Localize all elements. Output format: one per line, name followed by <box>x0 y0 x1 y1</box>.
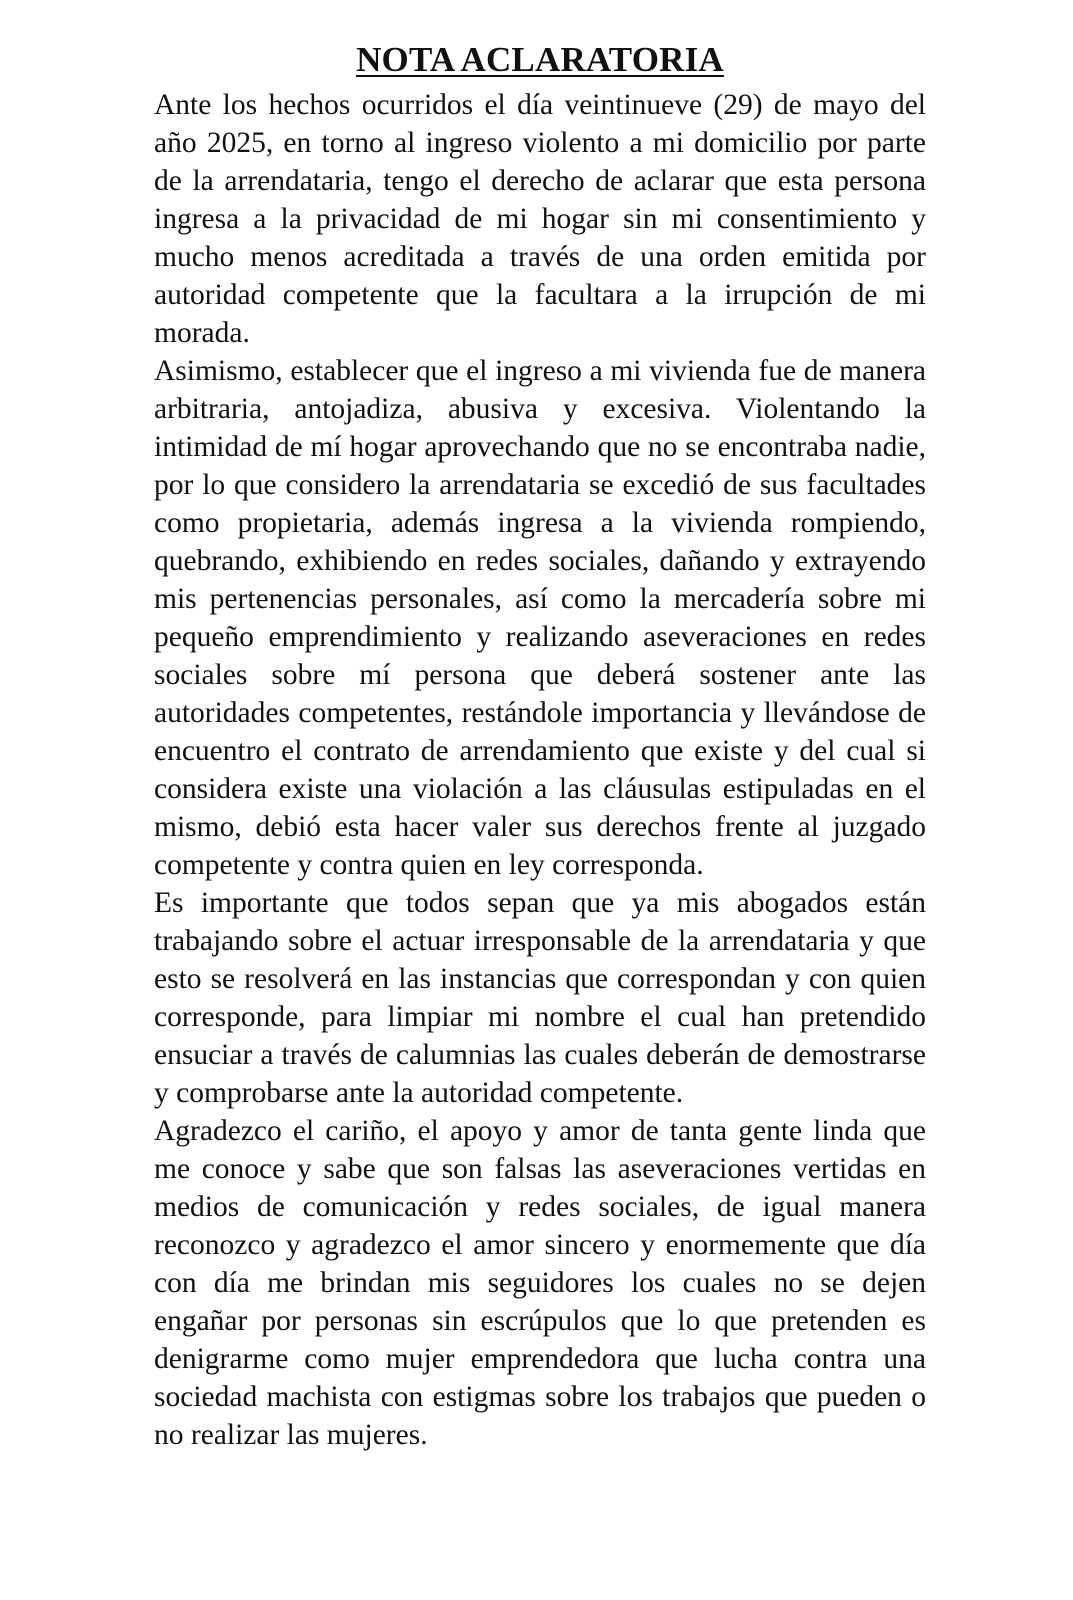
document-title: NOTA ACLARATORIA <box>356 40 724 79</box>
paragraph-2: Asimismo, establecer que el ingreso a mi vivienda fue de manera arbitraria, antojadiza, abusiva y excesiva. Violentando la intimidad de mí hogar aprovechando que no se encontraba nadie, por lo que considero la arrendataria se excedió de sus facultades como propietaria, además ingresa a la vivienda rompiendo, quebrando, exhibiendo en redes sociales, dañando y extrayendo mis pertenencias personales, así como la mercadería sobre mi pequeño emprendimiento y realizando aseveraciones en redes sociales sobre mí persona que deberá sostener ante las autoridades competentes, restándole importancia y llevándose de encuentro el contrato de arrendamiento que existe y del cual si considera existe una violación a las cláusulas estipuladas en el mismo, debió esta hacer valer sus derechos frente al juzgado competente y contra quien en ley corresponda. <box>154 355 926 881</box>
paragraph-1: Ante los hechos ocurridos el día veintinueve (29) de mayo del año 2025, en torno al ingreso violento a mi domicilio por parte de la arrendataria, tengo el derecho de aclarar que esta persona ingresa a la privacidad de mi hogar sin mi consentimiento y mucho menos acreditada a través de una orden emitida por autoridad competente que la facultara a la irrupción de mi morada. <box>154 89 926 349</box>
paragraph-4: Agradezco el cariño, el apoyo y amor de tanta gente linda que me conoce y sabe que son falsas las aseveraciones vertidas en medios de comunicación y redes sociales, de igual manera reconozco y agradezco el amor sincero y enormemente que día con día me brindan mis seguidores los cuales no se dejen engañar por personas sin escrúpulos que lo que pretenden es denigrarme como mujer emprendedora que lucha contra una sociedad machista con estigmas sobre los trabajos que pueden o no realizar las mujeres. <box>154 1115 926 1451</box>
document-page <box>154 36 926 1454</box>
paragraph-3: Es importante que todos sepan que ya mis abogados están trabajando sobre el actuar irresponsable de la arrendataria y que esto se resolverá en las instancias que correspondan y con quien corresponde, para limpiar mi nombre el cual han pretendido ensuciar a través de calumnias las cuales deberán de demostrarse y comprobarse ante la autoridad competente. <box>154 887 926 1109</box>
